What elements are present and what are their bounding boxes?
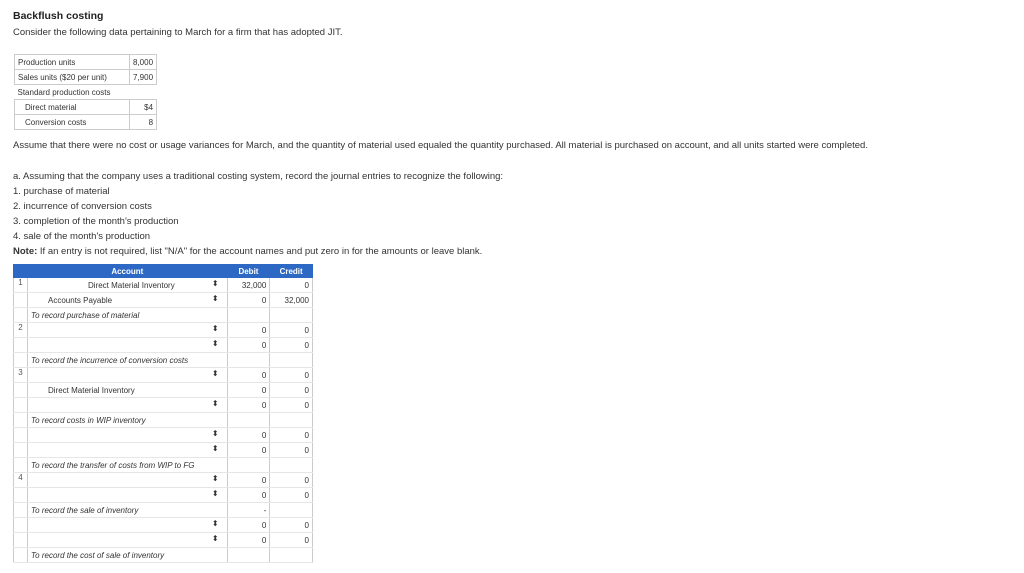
credit-input[interactable]: 0 — [270, 368, 313, 383]
account-select[interactable] — [28, 533, 228, 548]
credit-input[interactable]: 0 — [270, 428, 313, 443]
journal-entry-row — [14, 293, 313, 308]
credit-input[interactable]: 32,000 — [270, 293, 313, 308]
journal-table — [13, 264, 313, 563]
debit-cell: - — [227, 503, 270, 518]
entry-number — [14, 518, 28, 533]
journal-entry-row — [14, 383, 313, 398]
account-select[interactable] — [28, 488, 228, 503]
debit-cell — [227, 458, 270, 473]
cell-label: Direct material — [15, 100, 130, 115]
journal-entry-row — [14, 533, 313, 548]
cell-label: Production units — [15, 55, 130, 70]
account-name: Accounts Payable — [48, 295, 113, 305]
table-row — [15, 85, 157, 100]
account-select[interactable] — [28, 428, 228, 443]
question-item: 2. incurrence of conversion costs — [13, 201, 152, 212]
cell-value: $4 — [130, 100, 157, 115]
note-text — [13, 244, 1011, 259]
credit-input[interactable]: 0 — [270, 278, 313, 293]
entry-description-input[interactable]: To record costs in WIP inventory — [28, 413, 228, 428]
account-select[interactable] — [28, 398, 228, 413]
cell-value: 8 — [130, 115, 157, 130]
select-arrows-icon: ⬍ — [211, 444, 219, 453]
debit-input[interactable]: 0 — [227, 443, 270, 458]
credit-input[interactable]: 0 — [270, 338, 313, 353]
journal-entry-row — [14, 278, 313, 293]
entry-number — [14, 383, 28, 398]
debit-input[interactable]: 0 — [227, 398, 270, 413]
credit-cell — [270, 503, 313, 518]
debit-input[interactable]: 0 — [227, 473, 270, 488]
entry-description-input[interactable]: To record the incurrence of conversion costs — [28, 353, 228, 368]
entry-number — [14, 428, 28, 443]
entry-number — [14, 503, 28, 518]
debit-input[interactable]: 0 — [227, 323, 270, 338]
debit-input[interactable]: 0 — [227, 338, 270, 353]
select-arrows-icon: ⬍ — [211, 474, 219, 483]
entry-number — [14, 338, 28, 353]
entry-number: 2 — [14, 323, 28, 338]
page-title: Backflush costing — [13, 10, 104, 22]
debit-input[interactable]: 0 — [227, 368, 270, 383]
question-block — [13, 169, 1011, 259]
journal-note-row — [14, 503, 313, 518]
credit-input[interactable]: 0 — [270, 473, 313, 488]
header-index — [14, 265, 28, 278]
journal-entry-row — [14, 428, 313, 443]
debit-input[interactable]: 0 — [227, 383, 270, 398]
credit-input[interactable]: 0 — [270, 518, 313, 533]
debit-input[interactable]: 32,000 — [227, 278, 270, 293]
entry-description-input[interactable]: To record the cost of sale of inventory — [28, 548, 228, 563]
account-select[interactable] — [28, 338, 228, 353]
question-item: 3. completion of the month's production — [13, 216, 179, 227]
account-select[interactable] — [28, 518, 228, 533]
header-credit: Credit — [270, 265, 313, 278]
table-row — [15, 70, 157, 85]
cell-value: 8,000 — [130, 55, 157, 70]
journal-entry-row — [14, 518, 313, 533]
debit-input[interactable]: 0 — [227, 488, 270, 503]
entry-number — [14, 308, 28, 323]
cell-label: Conversion costs — [15, 115, 130, 130]
debit-input[interactable]: 0 — [227, 293, 270, 308]
table-row — [15, 115, 157, 130]
select-arrows-icon: ⬍ — [211, 294, 219, 303]
debit-input[interactable]: 0 — [227, 518, 270, 533]
account-name: Direct Material Inventory — [88, 280, 175, 290]
account-select[interactable] — [28, 443, 228, 458]
entry-number — [14, 488, 28, 503]
select-arrows-icon: ⬍ — [211, 339, 219, 348]
entry-number: 4 — [14, 473, 28, 488]
credit-input[interactable]: 0 — [270, 398, 313, 413]
journal-body — [14, 278, 313, 563]
entry-number — [14, 398, 28, 413]
journal-entry-row — [14, 443, 313, 458]
table-row — [15, 55, 157, 70]
select-arrows-icon: ⬍ — [211, 279, 219, 288]
account-select[interactable] — [28, 293, 228, 308]
credit-input[interactable]: 0 — [270, 443, 313, 458]
journal-entry-row — [14, 473, 313, 488]
cell-label: Sales units ($20 per unit) — [15, 70, 130, 85]
account-select[interactable] — [28, 473, 228, 488]
journal-entry-row — [14, 338, 313, 353]
select-arrows-icon: ⬍ — [211, 369, 219, 378]
credit-cell — [270, 308, 313, 323]
credit-cell — [270, 353, 313, 368]
assumption-text: Assume that there were no cost or usage variances for March, and the quantity of material used equaled the quantity purchased. All material is purchased on account, and all units started were completed. — [13, 140, 868, 151]
select-arrows-icon: ⬍ — [211, 324, 219, 333]
entry-number: 3 — [14, 368, 28, 383]
entry-description-input[interactable]: To record purchase of material — [28, 308, 228, 323]
cell-value — [130, 85, 157, 100]
account-select[interactable] — [28, 383, 228, 398]
journal-entry-row — [14, 398, 313, 413]
intro-text: Consider the following data pertaining to March for a firm that has adopted JIT. — [13, 27, 343, 38]
journal-note-row — [14, 413, 313, 428]
note-label: Note: — [13, 246, 38, 257]
account-select[interactable] — [28, 368, 228, 383]
debit-cell — [227, 413, 270, 428]
entry-number — [14, 548, 28, 563]
select-arrows-icon: ⬍ — [211, 429, 219, 438]
select-arrows-icon: ⬍ — [211, 489, 219, 498]
debit-cell — [227, 308, 270, 323]
credit-input[interactable]: 0 — [270, 533, 313, 548]
table-row — [15, 100, 157, 115]
cost-data-table — [14, 54, 157, 130]
select-arrows-icon: ⬍ — [211, 399, 219, 408]
entry-description-input[interactable]: To record the sale of inventory — [28, 503, 228, 518]
cell-label: Standard production costs — [15, 85, 130, 100]
entry-number — [14, 413, 28, 428]
credit-input[interactable]: 0 — [270, 383, 313, 398]
journal-note-row — [14, 548, 313, 563]
entry-number — [14, 353, 28, 368]
account-select[interactable] — [28, 278, 228, 293]
select-arrows-icon: ⬍ — [211, 534, 219, 543]
entry-number — [14, 458, 28, 473]
journal-entry-row — [14, 368, 313, 383]
debit-cell — [227, 548, 270, 563]
header-account: Account — [28, 265, 228, 278]
cell-value: 7,900 — [130, 70, 157, 85]
account-select[interactable] — [28, 323, 228, 338]
debit-cell — [227, 353, 270, 368]
journal-header-row — [14, 265, 313, 278]
credit-cell — [270, 548, 313, 563]
journal-note-row — [14, 308, 313, 323]
journal-entry-row — [14, 323, 313, 338]
question-item: 1. purchase of material — [13, 186, 110, 197]
debit-input[interactable]: 0 — [227, 428, 270, 443]
question-item: 4. sale of the month's production — [13, 231, 151, 242]
credit-cell — [270, 413, 313, 428]
debit-input[interactable]: 0 — [227, 533, 270, 548]
journal-entry-row — [14, 488, 313, 503]
credit-input[interactable]: 0 — [270, 323, 313, 338]
note-body: If an entry is not required, list "N/A" for the account names and put zero in for the amounts or leave blank. — [37, 246, 483, 257]
entry-number — [14, 533, 28, 548]
entry-number — [14, 443, 28, 458]
question-lead: a. Assuming that the company uses a traditional costing system, record the journal entries to recognize the following: — [13, 171, 504, 182]
header-debit: Debit — [227, 265, 270, 278]
select-arrows-icon: ⬍ — [211, 519, 219, 528]
entry-number: 1 — [14, 278, 28, 293]
journal-note-row — [14, 353, 313, 368]
entry-number — [14, 293, 28, 308]
credit-input[interactable]: 0 — [270, 488, 313, 503]
journal-note-row — [14, 458, 313, 473]
entry-description-input[interactable]: To record the transfer of costs from WIP to FG — [28, 458, 228, 473]
account-name: Direct Material Inventory — [48, 385, 135, 395]
credit-cell — [270, 458, 313, 473]
